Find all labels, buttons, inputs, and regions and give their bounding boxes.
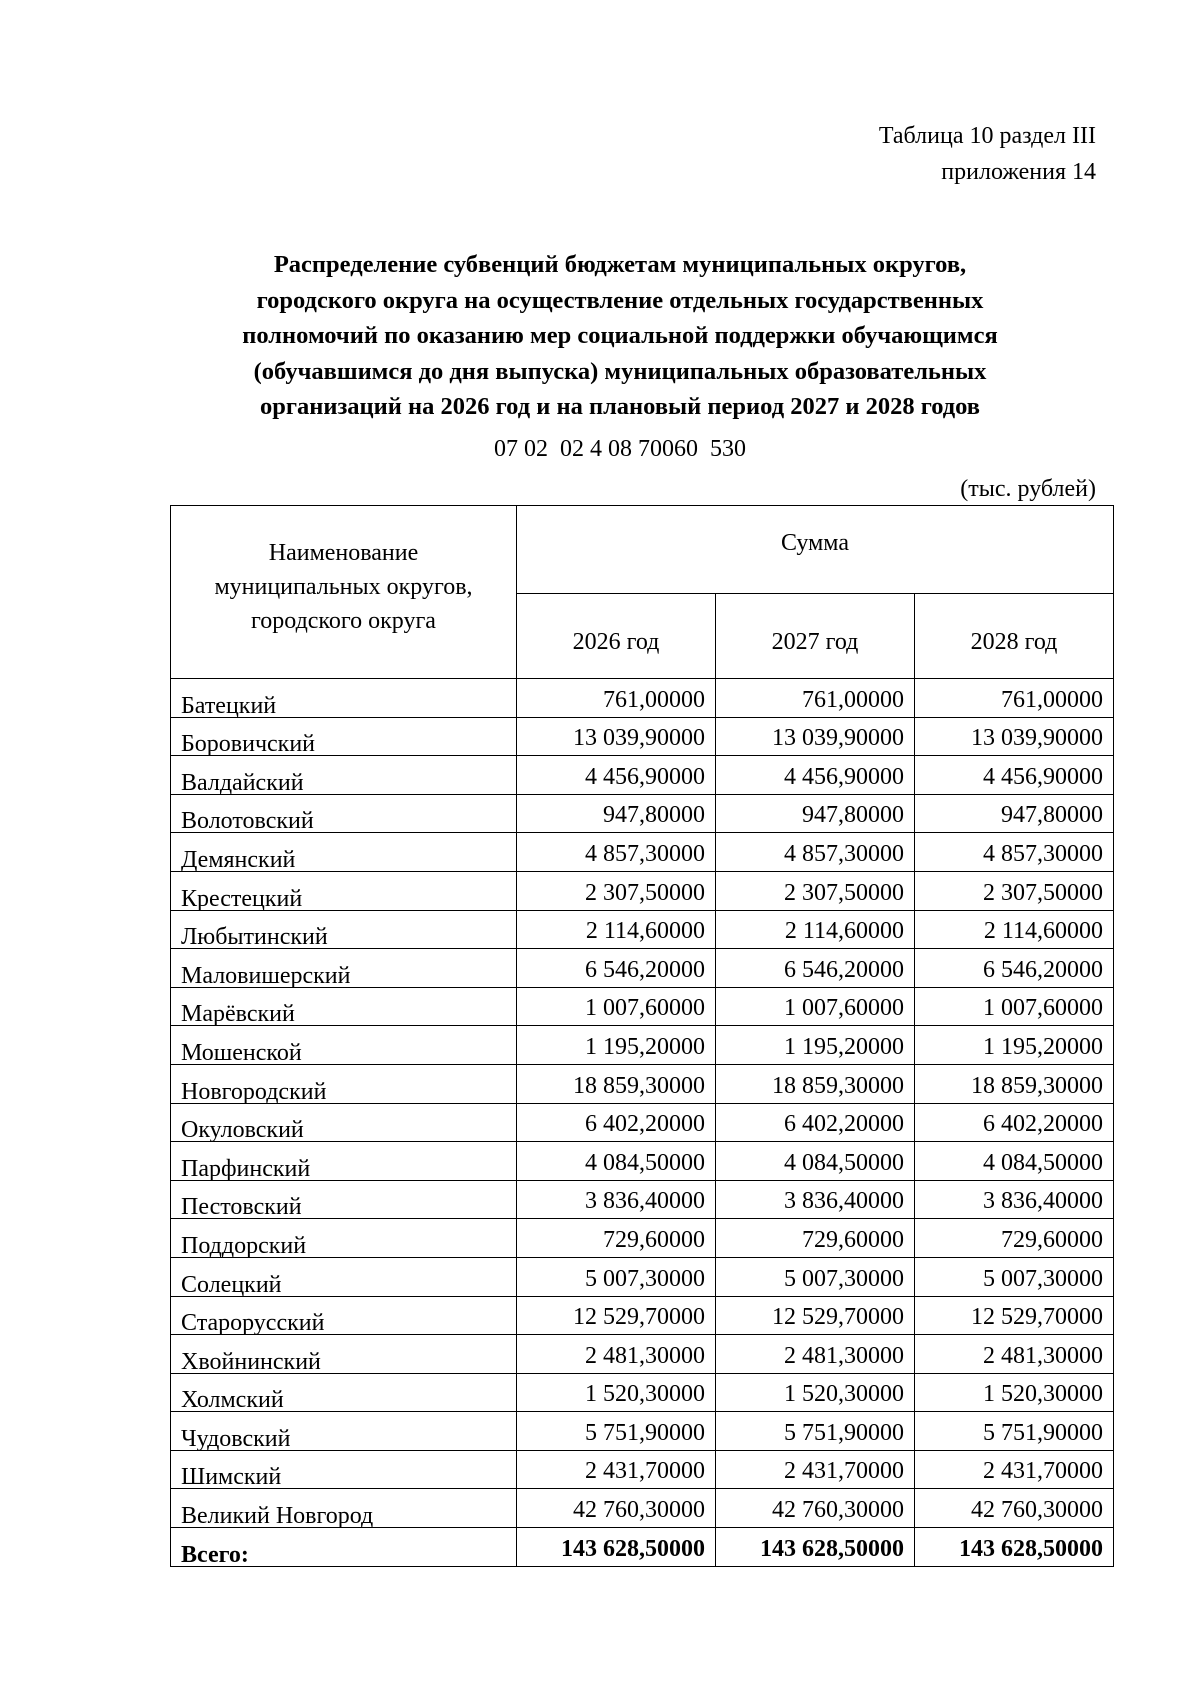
amount-value-2028: 761,00000 <box>1001 686 1104 713</box>
amount-value-2028: 2 114,60000 <box>983 918 1104 945</box>
amount-cell-2026 <box>517 987 716 1026</box>
amount-value-2028: 18 859,30000 <box>971 1072 1104 1099</box>
amount-value-2026: 5 751,90000 <box>585 1419 705 1446</box>
amount-value-2026: 1 195,20000 <box>585 1033 705 1060</box>
amount-cell-2027 <box>716 1257 915 1296</box>
amount-value-2026: 761,00000 <box>603 686 705 713</box>
amount-value-2027: 13 039,90000 <box>772 725 904 752</box>
amount-value-2028: 1 520,30000 <box>983 1381 1104 1408</box>
table-row <box>171 1335 1114 1374</box>
municipality-name-cell <box>171 1026 517 1065</box>
total-label-cell <box>171 1528 517 1567</box>
amount-value-2027: 2 481,30000 <box>784 1342 904 1369</box>
amount-value-2028: 6 402,20000 <box>983 1111 1104 1138</box>
amount-cell-2028 <box>915 717 1114 756</box>
amount-value-2027: 42 760,30000 <box>772 1497 904 1524</box>
table-row <box>171 1142 1114 1181</box>
municipality-name-cell <box>171 1296 517 1335</box>
amount-value-2026: 4 084,50000 <box>585 1149 705 1176</box>
amount-cell-2027 <box>716 679 915 718</box>
amount-value-2027: 729,60000 <box>802 1226 904 1253</box>
amount-value-2027: 6 546,20000 <box>784 956 904 983</box>
amount-cell-2027 <box>716 717 915 756</box>
amount-cell-2027 <box>716 1335 915 1374</box>
amount-value-2027: 5 751,90000 <box>784 1419 904 1446</box>
amount-cell-2027 <box>716 794 915 833</box>
municipality-name-cell <box>171 794 517 833</box>
amount-value-2026: 2 307,50000 <box>585 879 705 906</box>
amount-cell-2027 <box>716 1103 915 1142</box>
municipality-name-cell <box>171 1412 517 1451</box>
amount-value-2028: 42 760,30000 <box>971 1497 1104 1524</box>
municipality-name: Парфинский <box>181 1155 311 1182</box>
amount-value-2026: 3 836,40000 <box>585 1188 705 1215</box>
amount-cell-2026 <box>517 756 716 795</box>
amount-cell-2026 <box>517 1373 716 1412</box>
amount-cell-2028 <box>915 1296 1114 1335</box>
column-header-name <box>171 506 517 679</box>
title-line: (обучавшимся до дня выпуска) муниципальных образовательных <box>253 357 987 385</box>
amount-cell-2027 <box>716 833 915 872</box>
amount-cell-2027 <box>716 1180 915 1219</box>
table-row <box>171 1026 1114 1065</box>
amount-cell-2027 <box>716 1489 915 1528</box>
municipality-name: Солецкий <box>181 1271 282 1298</box>
amount-cell-2028 <box>915 1064 1114 1103</box>
amount-cell-2026 <box>517 717 716 756</box>
amount-value-2028: 4 456,90000 <box>983 763 1104 790</box>
amount-cell-2027 <box>716 1142 915 1181</box>
budget-classification-code: 07 02 02 4 08 70060 530 <box>494 436 746 462</box>
amount-cell-2026 <box>517 1103 716 1142</box>
municipality-name: Хвойнинский <box>181 1348 321 1375</box>
amount-cell-2027 <box>716 756 915 795</box>
municipality-name: Любытинский <box>181 924 328 951</box>
amount-cell-2028 <box>915 949 1114 988</box>
amount-cell-2028 <box>915 794 1114 833</box>
amount-cell-2027 <box>716 1296 915 1335</box>
municipality-name-cell <box>171 1489 517 1528</box>
municipality-name: Волотовский <box>181 808 314 835</box>
amount-value-2027: 4 857,30000 <box>784 840 904 867</box>
municipality-name-cell <box>171 910 517 949</box>
municipality-name: Марёвский <box>181 1001 295 1028</box>
amount-cell-2028 <box>915 910 1114 949</box>
municipality-name-cell <box>171 1180 517 1219</box>
municipality-name: Великий Новгород <box>181 1503 374 1530</box>
amount-value-2027: 761,00000 <box>802 686 904 713</box>
municipality-name: Боровичский <box>181 731 316 758</box>
amount-cell-2028 <box>915 1257 1114 1296</box>
amount-cell-2027 <box>716 1219 915 1258</box>
amount-value-2028: 143 628,50000 <box>959 1535 1104 1562</box>
amount-cell-2026 <box>517 1296 716 1335</box>
municipality-name-cell <box>171 1142 517 1181</box>
amount-cell-2027 <box>716 949 915 988</box>
table-reference-line-2: приложения 14 <box>941 159 1096 185</box>
table-row <box>171 1064 1114 1103</box>
amount-value-2027: 947,80000 <box>802 802 904 829</box>
amount-cell-2028 <box>915 871 1114 910</box>
municipality-name: Новгородский <box>181 1078 327 1105</box>
amount-cell-2028 <box>915 1142 1114 1181</box>
title-line: организаций на 2026 год и на плановый период 2027 и 2028 годов <box>259 393 981 420</box>
amount-value-2027: 6 402,20000 <box>784 1111 904 1138</box>
amount-cell-2027 <box>716 987 915 1026</box>
title-line: полномочий по оказанию мер социальной поддержки обучающимся <box>242 322 998 349</box>
amount-value-2026: 4 456,90000 <box>585 763 705 790</box>
units-label: (тыс. рублей) <box>960 476 1096 502</box>
table-row <box>171 1180 1114 1219</box>
municipality-name-cell <box>171 1257 517 1296</box>
title-line: городского округа на осуществление отдельных государственных <box>256 286 984 314</box>
table-row <box>171 1450 1114 1489</box>
amount-cell-2026 <box>517 1528 716 1567</box>
municipality-name-cell <box>171 679 517 718</box>
amount-value-2026: 18 859,30000 <box>573 1072 705 1099</box>
amount-value-2026: 13 039,90000 <box>573 725 705 752</box>
amount-cell-2028 <box>915 1335 1114 1374</box>
amount-cell-2026 <box>517 871 716 910</box>
amount-cell-2026 <box>517 1180 716 1219</box>
amount-cell-2027 <box>716 910 915 949</box>
amount-value-2028: 13 039,90000 <box>971 725 1104 752</box>
column-header-name-line-1: Наименование <box>268 540 419 566</box>
municipality-name: Окуловский <box>181 1117 304 1144</box>
amount-cell-2027 <box>716 1064 915 1103</box>
amount-cell-2026 <box>517 1142 716 1181</box>
amount-cell-2028 <box>915 1180 1114 1219</box>
municipality-name-cell <box>171 833 517 872</box>
amount-value-2028: 4 857,30000 <box>983 840 1104 867</box>
table-row <box>171 1412 1114 1451</box>
table-row <box>171 949 1114 988</box>
amount-cell-2028 <box>915 1412 1114 1451</box>
amount-value-2027: 143 628,50000 <box>760 1535 904 1562</box>
amount-cell-2026 <box>517 1064 716 1103</box>
column-header-2027: 2027 год <box>716 594 915 679</box>
municipality-name-cell <box>171 756 517 795</box>
table-body <box>171 679 1114 1567</box>
amount-value-2026: 2 481,30000 <box>585 1342 705 1369</box>
amount-value-2027: 3 836,40000 <box>784 1188 904 1215</box>
amount-cell-2026 <box>517 833 716 872</box>
amount-cell-2026 <box>517 679 716 718</box>
total-label: Всего: <box>181 1541 249 1568</box>
amount-value-2028: 729,60000 <box>1001 1226 1104 1253</box>
table-row <box>171 756 1114 795</box>
municipality-name-cell <box>171 1373 517 1412</box>
amount-value-2026: 947,80000 <box>603 802 705 829</box>
table-row <box>171 910 1114 949</box>
municipality-name: Мошенской <box>181 1039 302 1066</box>
table-row <box>171 871 1114 910</box>
municipality-name: Маловишерский <box>181 962 351 989</box>
amount-cell-2028 <box>915 1219 1114 1258</box>
total-row <box>171 1528 1114 1567</box>
amount-value-2026: 2 431,70000 <box>585 1458 705 1485</box>
municipality-name-cell <box>171 987 517 1026</box>
amount-value-2027: 1 195,20000 <box>784 1033 904 1060</box>
municipality-name-cell <box>171 717 517 756</box>
amount-value-2028: 2 307,50000 <box>983 879 1104 906</box>
amount-cell-2026 <box>517 1412 716 1451</box>
amount-cell-2028 <box>915 1528 1114 1567</box>
amount-value-2027: 1 520,30000 <box>784 1381 904 1408</box>
table-row <box>171 1103 1114 1142</box>
municipality-name-cell <box>171 1064 517 1103</box>
table-reference <box>879 118 1096 190</box>
column-header-name-line-2: муниципальных округов, <box>214 574 473 600</box>
table-reference-line-1: Таблица 10 раздел III <box>878 123 1096 149</box>
amount-value-2026: 6 546,20000 <box>585 956 705 983</box>
amount-cell-2028 <box>915 679 1114 718</box>
amount-value-2026: 1 520,30000 <box>585 1381 705 1408</box>
municipality-name: Старорусский <box>181 1310 325 1337</box>
amount-value-2028: 1 007,60000 <box>983 995 1104 1022</box>
amount-cell-2026 <box>517 794 716 833</box>
municipality-name-cell <box>171 871 517 910</box>
amount-cell-2026 <box>517 949 716 988</box>
amount-cell-2028 <box>915 1103 1114 1142</box>
document-title <box>170 247 1070 425</box>
municipality-name-cell <box>171 1103 517 1142</box>
amount-value-2028: 4 084,50000 <box>983 1149 1104 1176</box>
municipality-name: Демянский <box>181 846 296 873</box>
amount-value-2026: 6 402,20000 <box>585 1111 705 1138</box>
amount-cell-2027 <box>716 1528 915 1567</box>
column-header-sum: Сумма <box>517 506 1114 594</box>
title-line: Распределение субвенций бюджетам муниципальных округов, <box>273 251 967 278</box>
amount-value-2026: 4 857,30000 <box>585 840 705 867</box>
amount-value-2027: 1 007,60000 <box>784 995 904 1022</box>
amount-cell-2028 <box>915 1489 1114 1528</box>
amount-cell-2026 <box>517 1219 716 1258</box>
amount-value-2027: 2 114,60000 <box>784 918 904 945</box>
table-row <box>171 679 1114 718</box>
amount-value-2027: 4 456,90000 <box>784 763 904 790</box>
amount-value-2028: 947,80000 <box>1001 802 1104 829</box>
amount-value-2028: 2 431,70000 <box>983 1458 1104 1485</box>
amount-cell-2027 <box>716 1373 915 1412</box>
header-row <box>171 506 1114 594</box>
municipality-name: Валдайский <box>181 769 304 796</box>
table-row <box>171 1219 1114 1258</box>
municipality-name: Батецкий <box>181 692 277 719</box>
subvention-table <box>170 505 1114 1567</box>
amount-value-2026: 1 007,60000 <box>585 995 705 1022</box>
municipality-name: Крестецкий <box>181 885 303 912</box>
municipality-name-cell <box>171 1450 517 1489</box>
amount-value-2028: 2 481,30000 <box>983 1342 1104 1369</box>
municipality-name: Пестовский <box>181 1194 302 1221</box>
amount-value-2026: 2 114,60000 <box>585 918 705 945</box>
amount-value-2028: 1 195,20000 <box>983 1033 1104 1060</box>
table-row <box>171 1257 1114 1296</box>
amount-cell-2026 <box>517 1257 716 1296</box>
amount-value-2027: 4 084,50000 <box>784 1149 904 1176</box>
amount-value-2028: 5 007,30000 <box>983 1265 1104 1292</box>
column-header-2026: 2026 год <box>517 594 716 679</box>
amount-cell-2026 <box>517 1489 716 1528</box>
amount-value-2027: 5 007,30000 <box>784 1265 904 1292</box>
amount-value-2026: 42 760,30000 <box>573 1497 705 1524</box>
municipality-name: Холмский <box>181 1387 284 1414</box>
amount-cell-2026 <box>517 910 716 949</box>
municipality-name: Чудовский <box>181 1425 291 1452</box>
amount-cell-2028 <box>915 1026 1114 1065</box>
amount-cell-2028 <box>915 1373 1114 1412</box>
amount-cell-2028 <box>915 756 1114 795</box>
table-row <box>171 794 1114 833</box>
amount-cell-2028 <box>915 833 1114 872</box>
table-row <box>171 833 1114 872</box>
amount-value-2028: 3 836,40000 <box>983 1188 1104 1215</box>
amount-value-2026: 143 628,50000 <box>561 1535 705 1562</box>
amount-value-2028: 6 546,20000 <box>983 956 1104 983</box>
municipality-name-cell <box>171 1219 517 1258</box>
table-row <box>171 1373 1114 1412</box>
column-header-name-line-3: городского округа <box>251 608 436 634</box>
table-row <box>171 1489 1114 1528</box>
amount-value-2027: 2 307,50000 <box>784 879 904 906</box>
amount-cell-2027 <box>716 871 915 910</box>
amount-value-2026: 729,60000 <box>603 1226 705 1253</box>
municipality-name: Поддорский <box>181 1232 307 1259</box>
table-row <box>171 717 1114 756</box>
amount-value-2028: 12 529,70000 <box>971 1304 1104 1331</box>
table-row <box>171 987 1114 1026</box>
amount-cell-2027 <box>716 1450 915 1489</box>
amount-cell-2027 <box>716 1026 915 1065</box>
amount-cell-2026 <box>517 1335 716 1374</box>
amount-cell-2028 <box>915 1450 1114 1489</box>
amount-cell-2027 <box>716 1412 915 1451</box>
table-row <box>171 1296 1114 1335</box>
amount-cell-2026 <box>517 1026 716 1065</box>
amount-value-2027: 18 859,30000 <box>772 1072 904 1099</box>
amount-value-2026: 5 007,30000 <box>585 1265 705 1292</box>
amount-value-2028: 5 751,90000 <box>983 1419 1104 1446</box>
amount-value-2027: 2 431,70000 <box>784 1458 904 1485</box>
amount-cell-2026 <box>517 1450 716 1489</box>
amount-value-2026: 12 529,70000 <box>573 1304 705 1331</box>
column-header-2028: 2028 год <box>915 594 1114 679</box>
municipality-name-cell <box>171 949 517 988</box>
amount-cell-2028 <box>915 987 1114 1026</box>
municipality-name: Шимский <box>181 1464 282 1491</box>
amount-value-2027: 12 529,70000 <box>772 1304 904 1331</box>
municipality-name-cell <box>171 1335 517 1374</box>
